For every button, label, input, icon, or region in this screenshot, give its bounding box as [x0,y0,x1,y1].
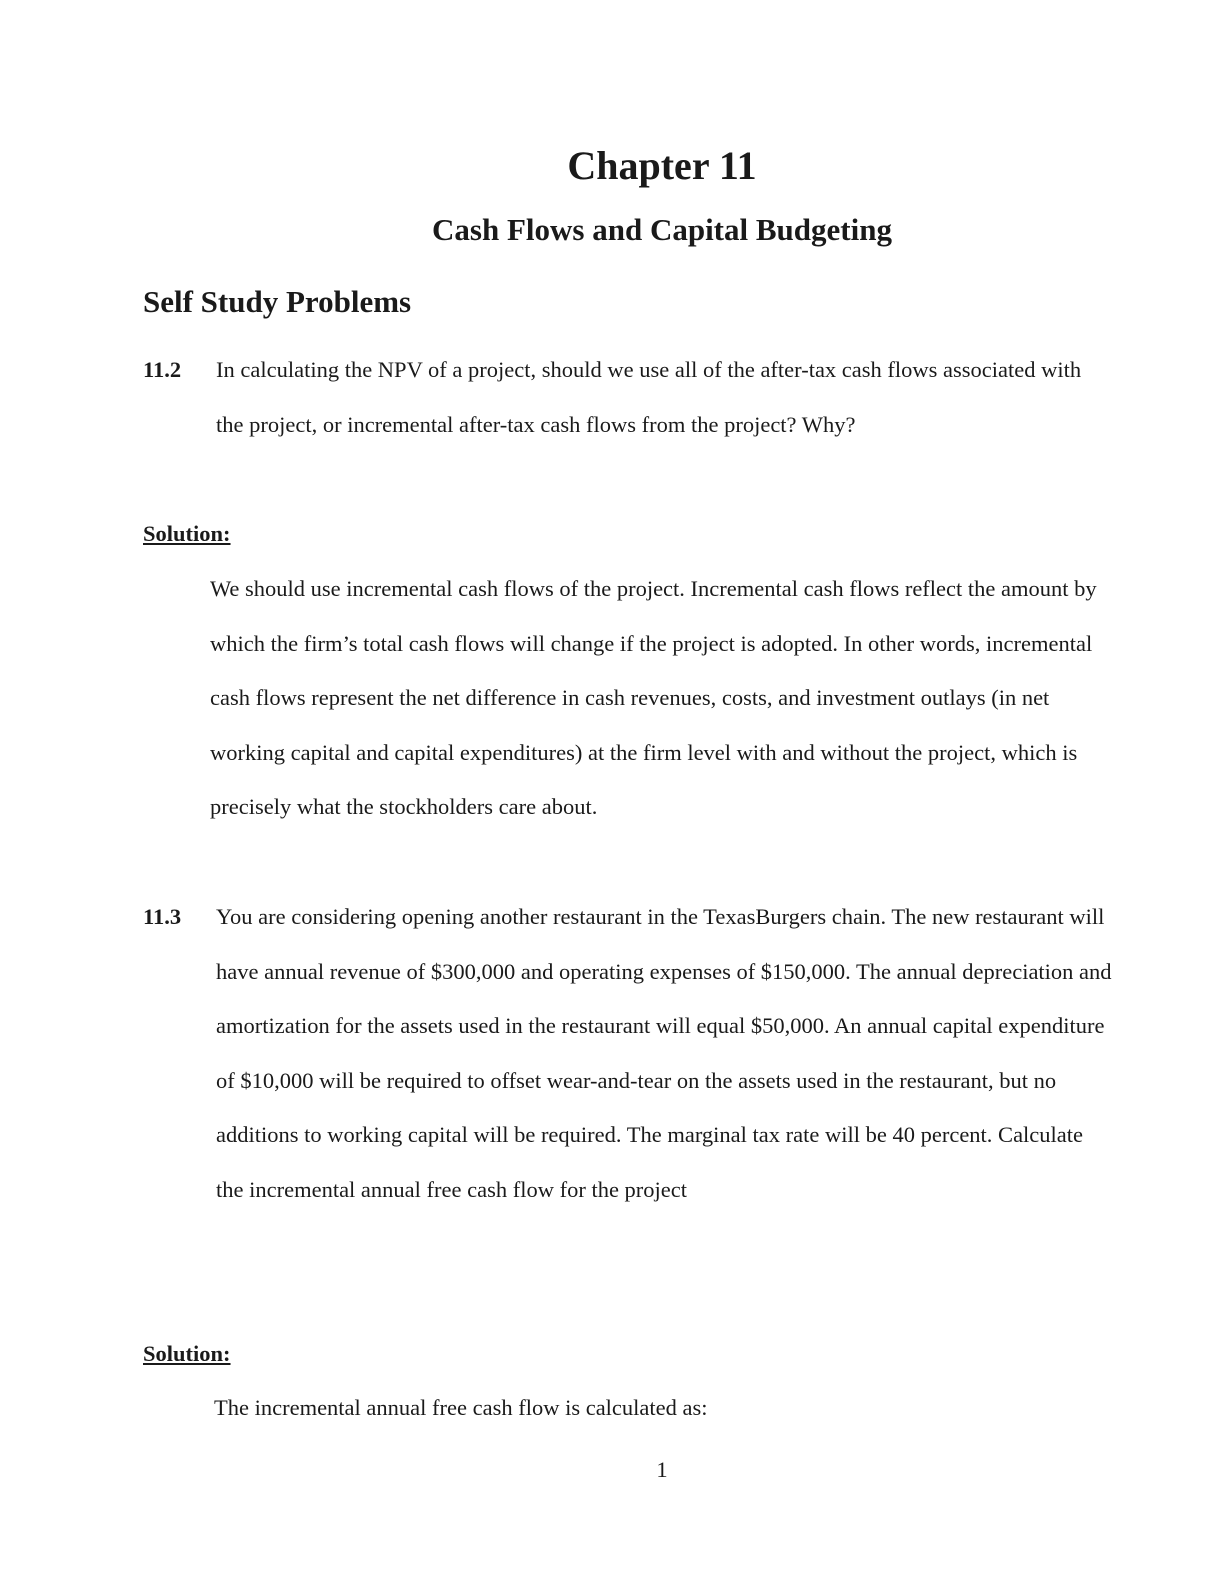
page-number: 1 [656,1457,668,1482]
section-heading: Self Study Problems [143,284,412,319]
solution-text: We should use incremental cash flows of the project. Incremental cash flows reflect the amount by which the firm’s total cash flows will change if the project is adopted. In other words, incremental cash flows represent the net difference in cash revenues, costs, and investment outlays (in net working capital and capital expenditures) at the firm level with and without the project, which is precisely what the stockholders care about. [210,576,1097,820]
solution-label: Solution: [143,1341,231,1366]
solution-text: The incremental annual free cash flow is calculated as: [214,1395,708,1420]
chapter-subtitle: Cash Flows and Capital Budgeting [432,212,892,247]
problem-11-3 [143,890,1113,1218]
problem-text: In calculating the NPV of a project, should we use all of the after-tax cash flows associated with the project, or incremental after-tax cash flows from the project? Why? [216,357,1082,437]
problem-11-2 [143,343,1113,452]
problem-text: You are considering opening another restaurant in the TexasBurgers chain. The new restaurant will have annual revenue of $300,000 and operating expenses of $150,000. The annual depreciation and amortization for the assets used in the restaurant will equal $50,000. An annual capital expenditure of $10,000 will be required to offset wear-and-tear on the assets used in the restaurant, but no additions to working capital will be required. The marginal tax rate will be 40 percent. Calculate the incremental annual free cash flow for the project [216,904,1112,1202]
chapter-title: Chapter 11 [567,143,757,188]
problem-number: 11.3 [143,904,182,929]
problem-number: 11.2 [143,357,182,382]
solution-label: Solution: [143,521,231,546]
